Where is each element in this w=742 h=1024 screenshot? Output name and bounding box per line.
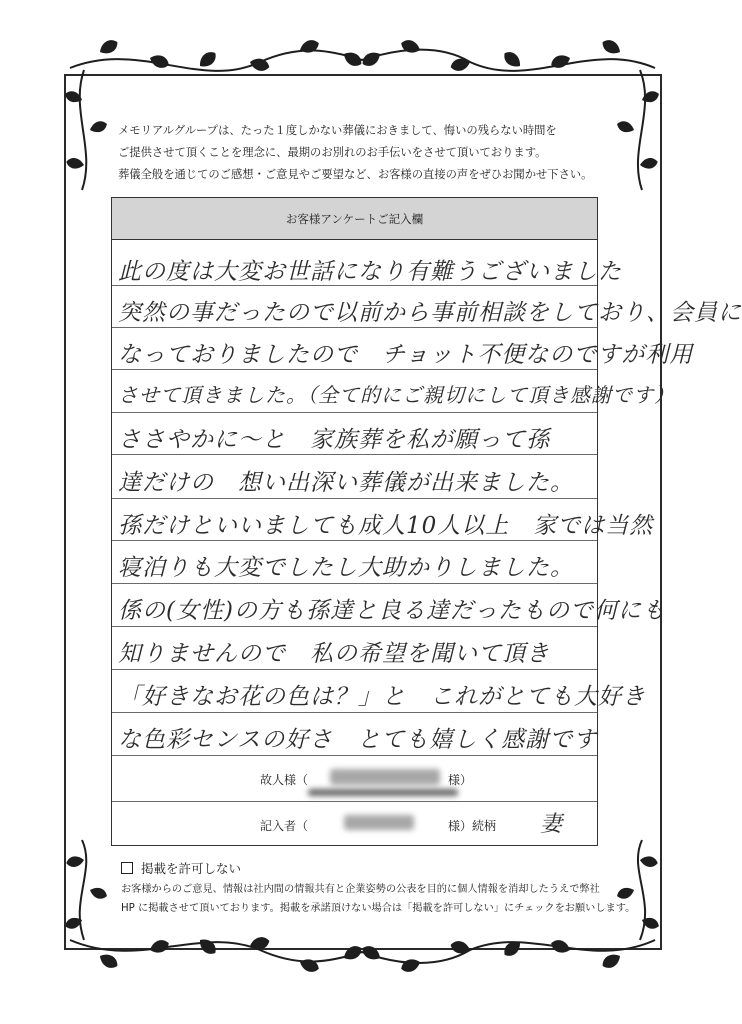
writer-suffix: 様）続柄 [448,819,497,833]
survey-form [111,197,742,846]
handwritten-line: 突然の事だったので以前から事前相談をしており、会員に [118,300,742,326]
handwritten-line: 係の(女性)の方も孫達と良る達だったもので何にも [118,598,666,624]
intro-line: ご提供させて頂くことを理念に、最期のお別れのお手伝いをさせて頂いております。 [118,146,547,159]
consent-row[interactable] [121,859,241,877]
handwritten-line: なっておりましたので チョット不便なのですが利用 [118,342,694,368]
deceased-label: 故人様（ [260,773,309,787]
redacted-name [344,815,414,830]
deceased-row [112,755,597,801]
note-line: お客様からのご意見、情報は社内間の情報共有と企業姿勢の公表を目的に個人情報を消却したうえで弊社 [121,884,600,895]
handwritten-line: 孫だけといいましても成人10人以上 家では当然 [118,513,654,539]
handwritten-line: な色彩センスの好さ とても嬉しく感謝です [118,727,598,753]
handwritten-line: 知りませんので 私の希望を聞いて頂き [118,641,550,667]
deceased-suffix: 様） [448,773,473,787]
handwritten-line: ささやかに〜と 家族葬を私が願って孫 [118,427,550,453]
relationship-value: 妻 [540,812,563,837]
intro-text [118,120,618,186]
writer-row [112,801,597,845]
handwritten-line: 「好きなお花の色は？」と これがとても大好き [118,684,646,710]
handwritten-line: 達だけの 想い出深い葬儀が出来ました。 [118,470,574,496]
redaction-bar [308,789,458,796]
handwritten-line: 寝泊りも大変でしたし大助かりしました。 [118,555,574,581]
consent-checkbox[interactable] [121,862,133,874]
note-line: HP に掲載させて頂いております。掲載を承諾頂けない場合は「掲載を許可しない」にチェックをお願いします。 [121,903,636,914]
redacted-name [330,769,440,785]
handwritten-line: させて頂きました。（全て的にご親切にして頂き感謝です） [118,383,675,407]
intro-line: 葬儀全般を通じてのご感想・ご意見やご要望など、お客様の直接の声をぜひお聞かせ下さい。 [118,168,593,181]
handwritten-line: 此の度は大変お世話になり有難うございました [118,259,622,285]
consent-label: 掲載を許可しない [141,861,242,876]
intro-line: メモリアルグループは、たった１度しかない葬儀におきまして、悔いの残らない時間を [118,124,557,137]
form-header: お客様アンケートご記入欄 [112,198,597,240]
writer-label: 記入者（ [260,819,309,833]
privacy-notes [121,880,635,918]
